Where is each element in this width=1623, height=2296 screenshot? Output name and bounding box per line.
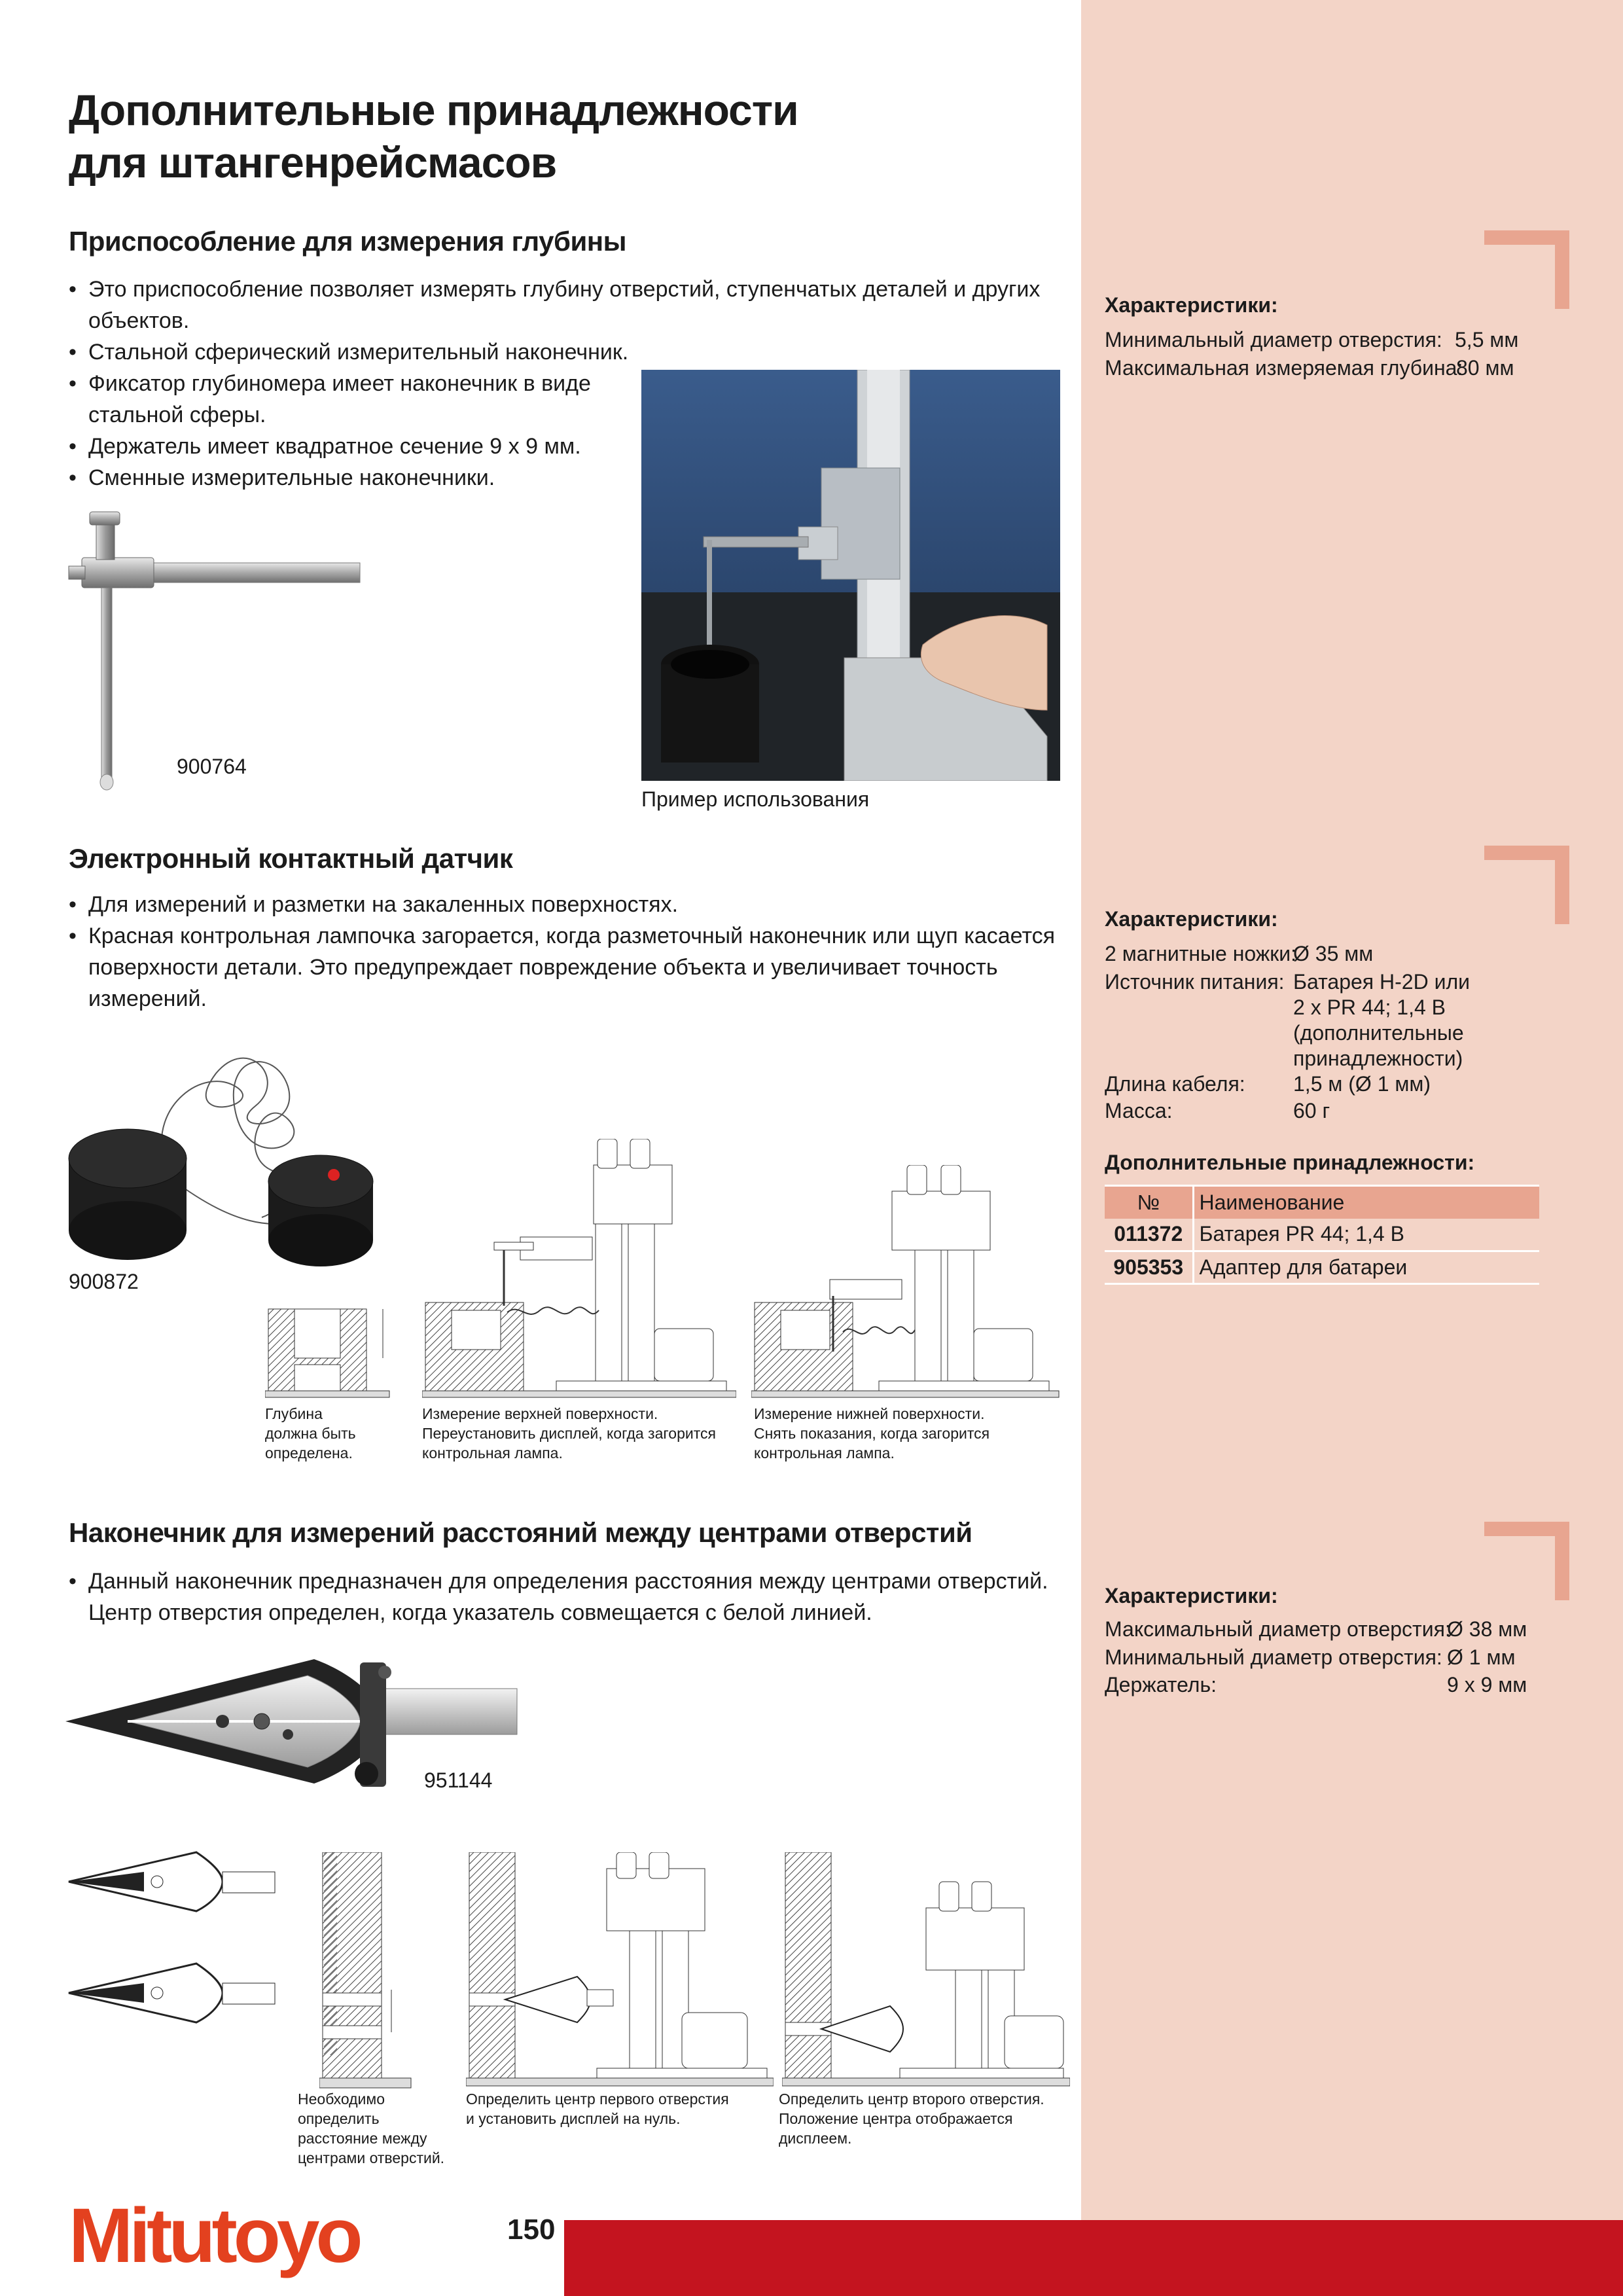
second-hole-caption: Определить центр второго отверстия. Положение центра отображается дисплеем. (779, 2090, 1044, 2147)
first-hole-caption: Определить центр первого отверстия и установить дисплей на нуль. (466, 2090, 729, 2127)
depth-diagram-caption: Глубина должна быть определена. (265, 1405, 356, 1462)
feature-item: • Для измерений и разметки на закаленных поверхностях. (69, 889, 1077, 920)
page-title-line-1: Дополнительные принадлежности (69, 86, 798, 134)
part-number: 951144 (424, 1768, 493, 1792)
depth-diagram (265, 1302, 396, 1401)
spec-row: Минимальный диаметр отверстия: Ø 1 мм (1105, 1645, 1516, 1669)
part-number: 900872 (69, 1270, 139, 1293)
page-number: 150 (507, 2214, 556, 2246)
lower-surface-caption: Измерение нижней поверхности. Снять показания, когда загорится контрольная лампа. (754, 1405, 990, 1462)
lower-surface-diagram (751, 1165, 1065, 1401)
accessory-number: 011372 (1105, 1219, 1193, 1251)
specs-heading: Характеристики: (1105, 293, 1278, 317)
feature-item: • Это приспособление позволяет измерять глубину отверстий, ступенчатых деталей и других объектов. (69, 274, 1077, 336)
table-row (1105, 1219, 1539, 1251)
photo-caption: Пример использования (641, 787, 870, 811)
spec-row: Максимальный диаметр отверстия: Ø 38 мм (1105, 1617, 1527, 1641)
part-number: 900764 (177, 755, 247, 778)
center-distance-tip-features (69, 1566, 1080, 1628)
spec-row: Минимальный диаметр отверстия: 5,5 мм (1105, 328, 1519, 351)
accessory-name: Адаптер для батареи (1193, 1251, 1539, 1284)
usage-example-photo (641, 370, 1060, 781)
page-title-line-2: для штангенрейсмасов (69, 138, 557, 187)
section-title-center-distance-tip: Наконечник для измерений расстояний между центрами отверстий (69, 1517, 972, 1548)
tip-positions-diagram (65, 1846, 340, 2062)
contact-sensor-features (69, 889, 1077, 1014)
table-row (1105, 1251, 1539, 1284)
feature-item: • Данный наконечник предназначен для определения расстояния между центрами отверстий. Центр отверстия определен, когда указатель совмещается с белой линией. (69, 1566, 1080, 1628)
specs-heading: Характеристики: (1105, 1584, 1278, 1607)
spec-row: Источник питания: Батарея H-2D или (1105, 970, 1470, 994)
column-header: Наименование (1193, 1186, 1539, 1219)
feature-item: • Стальной сферический измерительный наконечник. (69, 336, 1077, 368)
contact-sensor-image (65, 1028, 406, 1283)
mitutoyo-logo: Mitutoyo (69, 2193, 359, 2279)
feature-item: • Держатель имеет квадратное сечение 9 x 9 мм. (69, 431, 1077, 462)
corner-marker (1484, 846, 1569, 924)
specs-heading: Характеристики: (1105, 907, 1278, 931)
spec-row: Длина кабеля: 1,5 м (Ø 1 мм) (1105, 1072, 1431, 1096)
second-hole-diagram (782, 1852, 1070, 2094)
page-title (69, 84, 1050, 188)
corner-marker (1484, 230, 1569, 309)
accessory-name: Батарея PR 44; 1,4 В (1193, 1219, 1539, 1251)
corner-marker (1484, 1522, 1569, 1600)
accessories-table (1105, 1185, 1539, 1285)
hole-wall-caption: Необходимо определить расстояние между центрами отверстий. (298, 2090, 445, 2166)
table-header-row (1105, 1186, 1539, 1219)
spec-row: Держатель: 9 x 9 мм (1105, 1673, 1527, 1696)
section-title-contact-sensor: Электронный контактный датчик (69, 843, 513, 874)
hole-wall-diagram (319, 1852, 418, 2094)
accessory-number: 905353 (1105, 1251, 1193, 1284)
spec-row: 2 магнитные ножки: Ø 35 мм (1105, 942, 1374, 965)
upper-surface-caption: Измерение верхней поверхности. Переустановить дисплей, когда загорится контрольная лампа. (422, 1405, 716, 1462)
footer-bar (564, 2220, 1623, 2296)
spec-row: Максимальная измеряемая глубина: 80 мм (1105, 356, 1514, 380)
column-header: № (1105, 1186, 1193, 1219)
upper-surface-diagram (422, 1139, 736, 1401)
section-title-depth-attachment: Приспособление для измерения глубины (69, 226, 627, 257)
feature-item: • Сменные измерительные наконечники. (69, 462, 1077, 493)
first-hole-diagram (466, 1852, 774, 2094)
feature-item: • Фиксатор глубиномера имеет наконечник в виде стальной сферы. (69, 368, 632, 431)
feature-item: • Красная контрольная лампочка загорается, когда разметочный наконечник или щуп касается поверхности детали. Это предупреждает повреждение объекта и увеличивает точность измерений. (69, 920, 1063, 1014)
spec-row: Масса: 60 г (1105, 1099, 1330, 1122)
accessories-heading: Дополнительные принадлежности: (1105, 1151, 1475, 1174)
